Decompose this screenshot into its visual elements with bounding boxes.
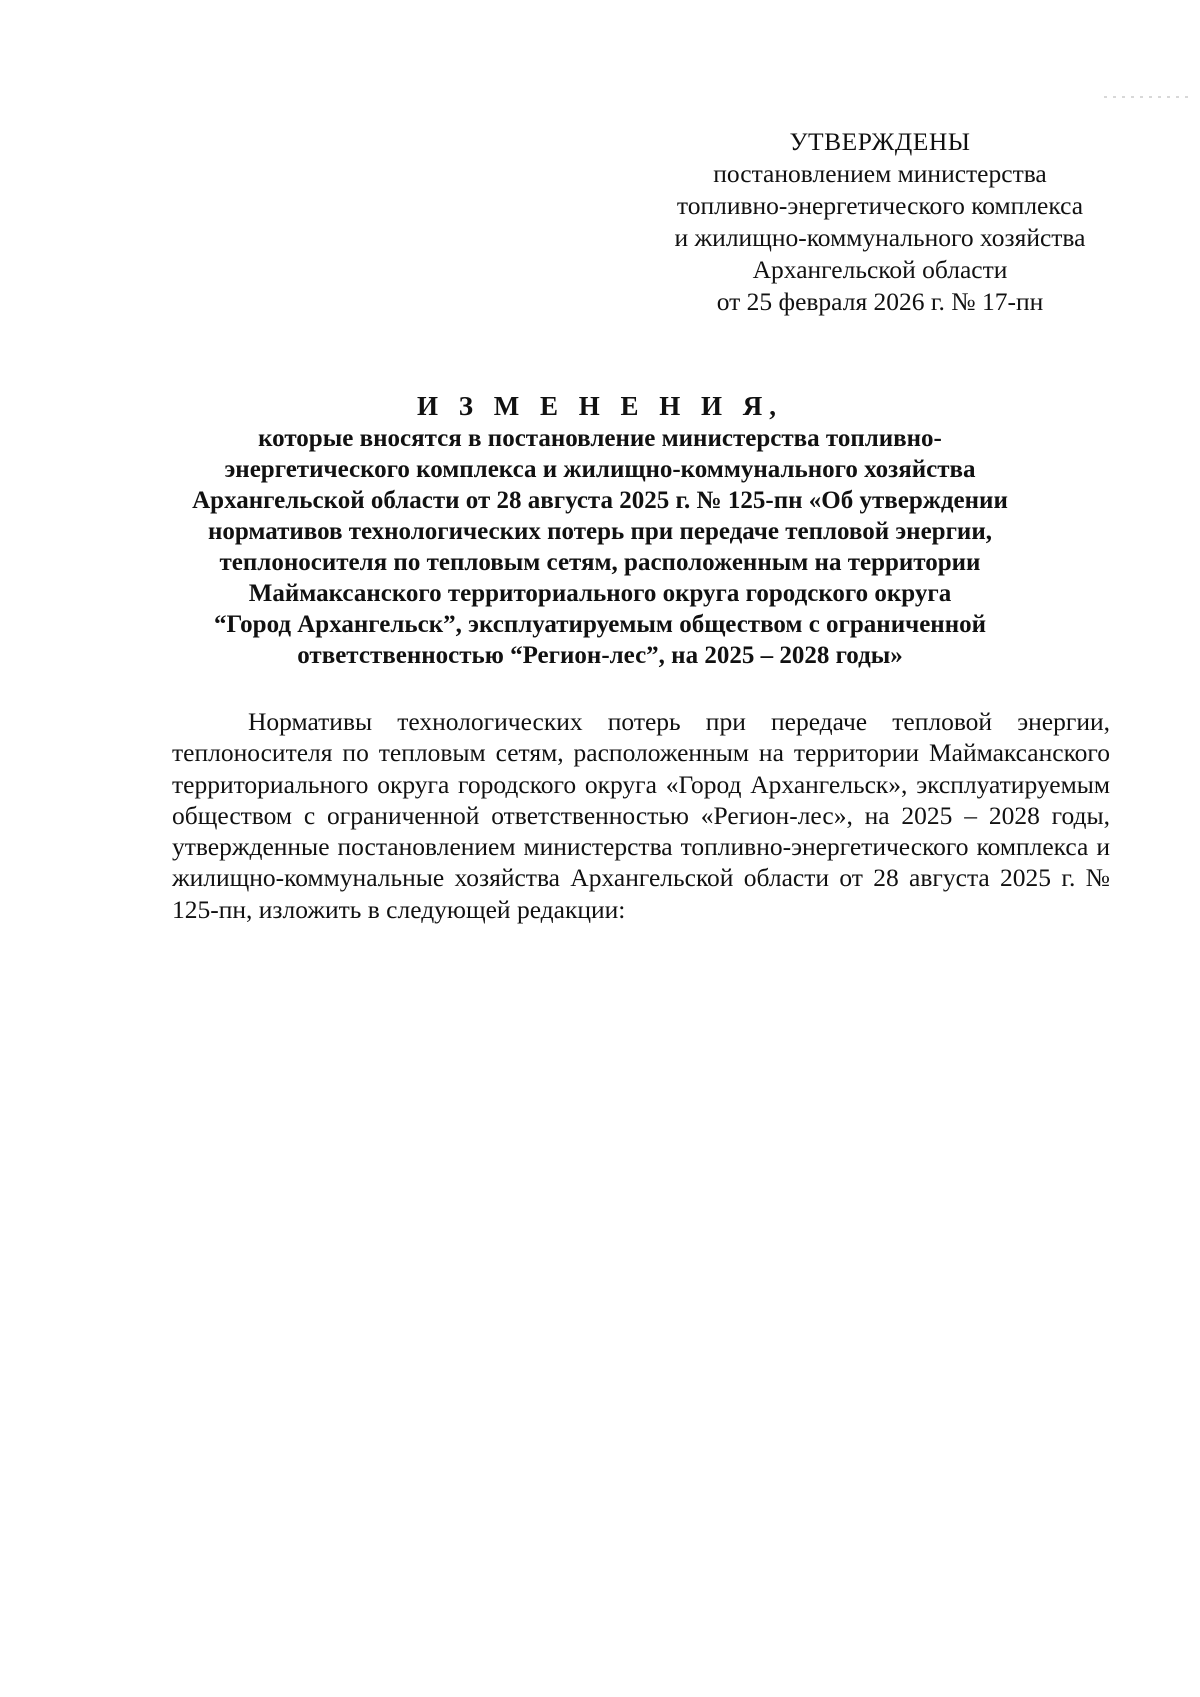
approval-line: постановлением министерства <box>713 159 1047 188</box>
subtitle-line: Архангельской области от 28 августа 2025 г. № 125-пн «Об утверждении <box>192 487 1008 514</box>
approval-line: от 25 февраля 2026 г. № 17-пн <box>716 287 1044 316</box>
subtitle-line: Маймаксанского территориального округа городского округа <box>248 580 952 607</box>
subtitle-line: которые вносятся в постановление министерства топливно- <box>258 425 942 452</box>
document-title-block <box>150 388 1050 672</box>
subtitle-line: “Город Архангельск”, эксплуатируемым обществом с ограниченной <box>213 611 987 638</box>
approval-stamp-block <box>640 126 1120 318</box>
subtitle-line: энергетического комплекса и жилищно-коммунального хозяйства <box>224 456 976 483</box>
approval-line: и жилищно-коммунального хозяйства <box>674 223 1086 252</box>
approval-line: Архангельской области <box>752 255 1008 284</box>
subtitle-line: нормативов технологических потерь при передаче тепловой энергии, <box>207 518 992 545</box>
approval-heading: УТВЕРЖДЕНЫ <box>789 127 971 156</box>
document-title: И З М Е Н Е Н И Я, <box>416 391 783 421</box>
subtitle-line: ответственностью “Регион-лес”, на 2025 – 2028 годы» <box>297 642 903 669</box>
subtitle-line: теплоносителя по тепловым сетям, расположенным на территории <box>219 549 981 576</box>
scan-artifact <box>1104 96 1194 98</box>
body-paragraph: Нормативы технологических потерь при передаче тепловой энергии, теплоносителя по тепловым сетям, расположенным на территории Маймаксанского территориального округа городского округа «Город Архангельск», эксплуатируемым обществом с ограниченной ответственностью «Регион-лес», на 2025 – 2028 годы, утвержденные постановлением министерства топливно-энергетического комплекса и жилищно-коммунальные хозяйства Архангельской области от 28 августа 2025 г. № 125-пн, изложить в следующей редакции: <box>172 707 1110 924</box>
approval-line: топливно-энергетического комплекса <box>676 191 1084 220</box>
